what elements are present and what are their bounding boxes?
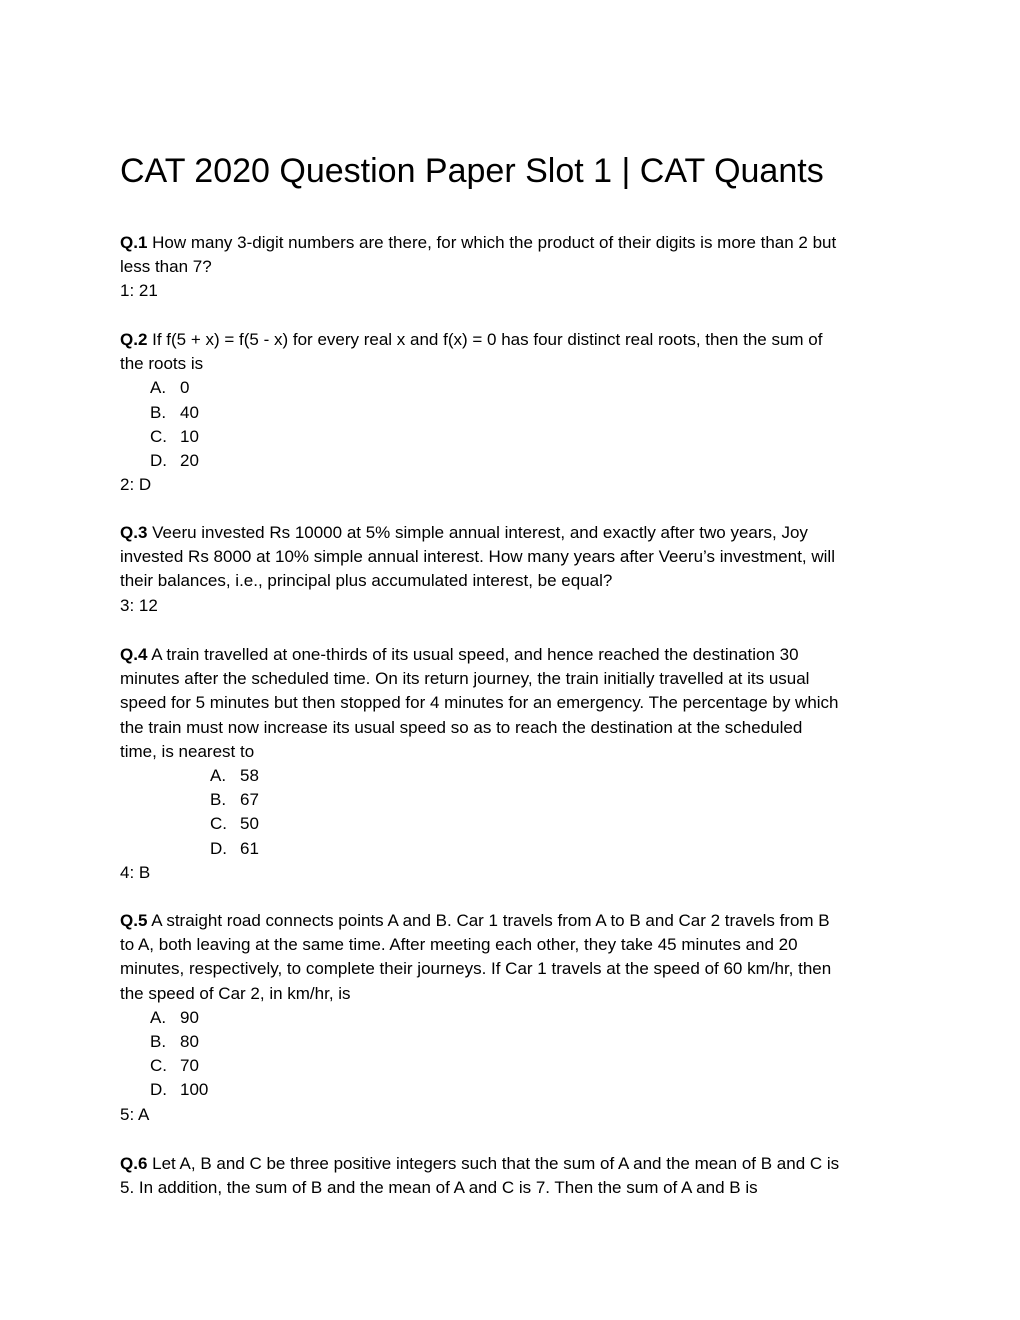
question-number: Q.4 bbox=[120, 645, 148, 664]
option-label: A. bbox=[150, 1007, 167, 1027]
question-text: to A, both leaving at the same time. After meeting each other, they take 45 minutes and 20 bbox=[120, 935, 798, 955]
question-text: minutes after the scheduled time. On its return journey, the train initially travelled at its usual bbox=[120, 669, 810, 689]
option-text: 90 bbox=[180, 1007, 199, 1027]
question-text-line bbox=[120, 231, 836, 255]
question-number: Q.6 bbox=[120, 1154, 148, 1173]
question-text-line bbox=[120, 521, 835, 545]
question-text: Let A, B and C be three positive integers such that the sum of A and the mean of B and C is bbox=[147, 1154, 840, 1173]
option-text: 58 bbox=[240, 766, 259, 786]
question-text-line bbox=[120, 569, 835, 593]
question-number: Q.3 bbox=[120, 523, 148, 542]
question-text-line bbox=[120, 255, 836, 279]
question-text: minutes, respectively, to complete their journeys. If Car 1 travels at the speed of 60 km/hr, then bbox=[120, 959, 832, 979]
question-text-line bbox=[120, 691, 839, 715]
question-text: A train travelled at one-thirds of its usual speed, and hence reached the destination 30 bbox=[147, 645, 799, 664]
question-text: If f(5 + x) = f(5 - x) for every real x and f(x) = 0 has four distinct real roots, then the sum of bbox=[147, 330, 823, 349]
option-b bbox=[120, 401, 822, 425]
question-5 bbox=[120, 909, 831, 1127]
option-text: 61 bbox=[240, 838, 259, 858]
option-label: D. bbox=[150, 1080, 167, 1100]
question-text: speed for 5 minutes but then stopped for 4 minutes for an emergency. The percentage by which bbox=[120, 693, 839, 713]
option-text: 70 bbox=[180, 1056, 199, 1076]
option-b bbox=[120, 788, 839, 812]
question-text-line bbox=[120, 545, 835, 569]
question-text-line bbox=[120, 352, 822, 376]
option-label: A. bbox=[210, 766, 227, 786]
option-c bbox=[120, 1054, 831, 1078]
option-c bbox=[120, 812, 839, 836]
question-text: the train must now increase its usual speed so as to reach the destination at the scheduled bbox=[120, 717, 803, 737]
question-text: less than 7? bbox=[120, 257, 212, 277]
question-text: invested Rs 8000 at 10% simple annual interest. How many years after Veeru’s investment, will bbox=[120, 547, 835, 567]
option-label: C. bbox=[150, 426, 167, 446]
option-c bbox=[120, 425, 822, 449]
option-text: 40 bbox=[180, 402, 199, 422]
option-text: 20 bbox=[180, 451, 199, 471]
option-label: A. bbox=[150, 378, 167, 398]
question-1 bbox=[120, 231, 836, 304]
option-d bbox=[120, 1078, 831, 1102]
page-title: CAT 2020 Question Paper Slot 1 | CAT Quants bbox=[120, 152, 824, 190]
question-text: How many 3-digit numbers are there, for which the product of their digits is more than 2 but bbox=[147, 233, 837, 252]
option-d bbox=[120, 449, 822, 473]
question-text-line bbox=[120, 667, 839, 691]
question-text-line bbox=[120, 909, 831, 933]
option-a bbox=[120, 1006, 831, 1030]
answer: 3: 12 bbox=[120, 595, 158, 615]
question-4 bbox=[120, 643, 839, 885]
question-text-line bbox=[120, 982, 831, 1006]
option-a bbox=[120, 764, 839, 788]
question-text-line bbox=[120, 957, 831, 981]
option-label: C. bbox=[210, 814, 227, 834]
question-text-line bbox=[120, 328, 822, 352]
answer: 1: 21 bbox=[120, 281, 158, 301]
option-text: 100 bbox=[180, 1080, 209, 1100]
question-text: their balances, i.e., principal plus accumulated interest, be equal? bbox=[120, 571, 613, 591]
question-text-line bbox=[120, 643, 839, 667]
option-text: 10 bbox=[180, 426, 199, 446]
option-label: D. bbox=[210, 838, 227, 858]
answer: 5: A bbox=[120, 1104, 150, 1124]
option-a bbox=[120, 376, 822, 400]
question-number: Q.5 bbox=[120, 911, 148, 930]
question-text: the roots is bbox=[120, 354, 204, 374]
question-text-line bbox=[120, 933, 831, 957]
question-text: the speed of Car 2, in km/hr, is bbox=[120, 983, 351, 1003]
option-d bbox=[120, 837, 839, 861]
question-text: Veeru invested Rs 10000 at 5% simple annual interest, and exactly after two years, Joy bbox=[147, 523, 808, 542]
question-text: 5. In addition, the sum of B and the mean of A and C is 7. Then the sum of A and B is bbox=[120, 1178, 758, 1198]
question-2 bbox=[120, 328, 822, 497]
answer: 4: B bbox=[120, 862, 151, 882]
question-text: time, is nearest to bbox=[120, 741, 255, 761]
answer: 2: D bbox=[120, 475, 152, 495]
question-text: A straight road connects points A and B. Car 1 travels from A to B and Car 2 travels from B bbox=[147, 911, 830, 930]
option-text: 67 bbox=[240, 790, 259, 810]
question-3 bbox=[120, 521, 835, 618]
option-label: B. bbox=[210, 790, 227, 810]
option-text: 50 bbox=[240, 814, 259, 834]
option-b bbox=[120, 1030, 831, 1054]
question-text-line bbox=[120, 1152, 839, 1176]
option-text: 80 bbox=[180, 1032, 199, 1052]
question-number: Q.2 bbox=[120, 330, 148, 349]
question-text-line bbox=[120, 740, 839, 764]
question-text-line bbox=[120, 1176, 839, 1200]
option-label: B. bbox=[150, 402, 167, 422]
question-6 bbox=[120, 1152, 839, 1200]
option-label: C. bbox=[150, 1056, 167, 1076]
option-label: D. bbox=[150, 451, 167, 471]
option-text: 0 bbox=[180, 378, 190, 398]
question-text-line bbox=[120, 716, 839, 740]
option-label: B. bbox=[150, 1032, 167, 1052]
question-number: Q.1 bbox=[120, 233, 148, 252]
